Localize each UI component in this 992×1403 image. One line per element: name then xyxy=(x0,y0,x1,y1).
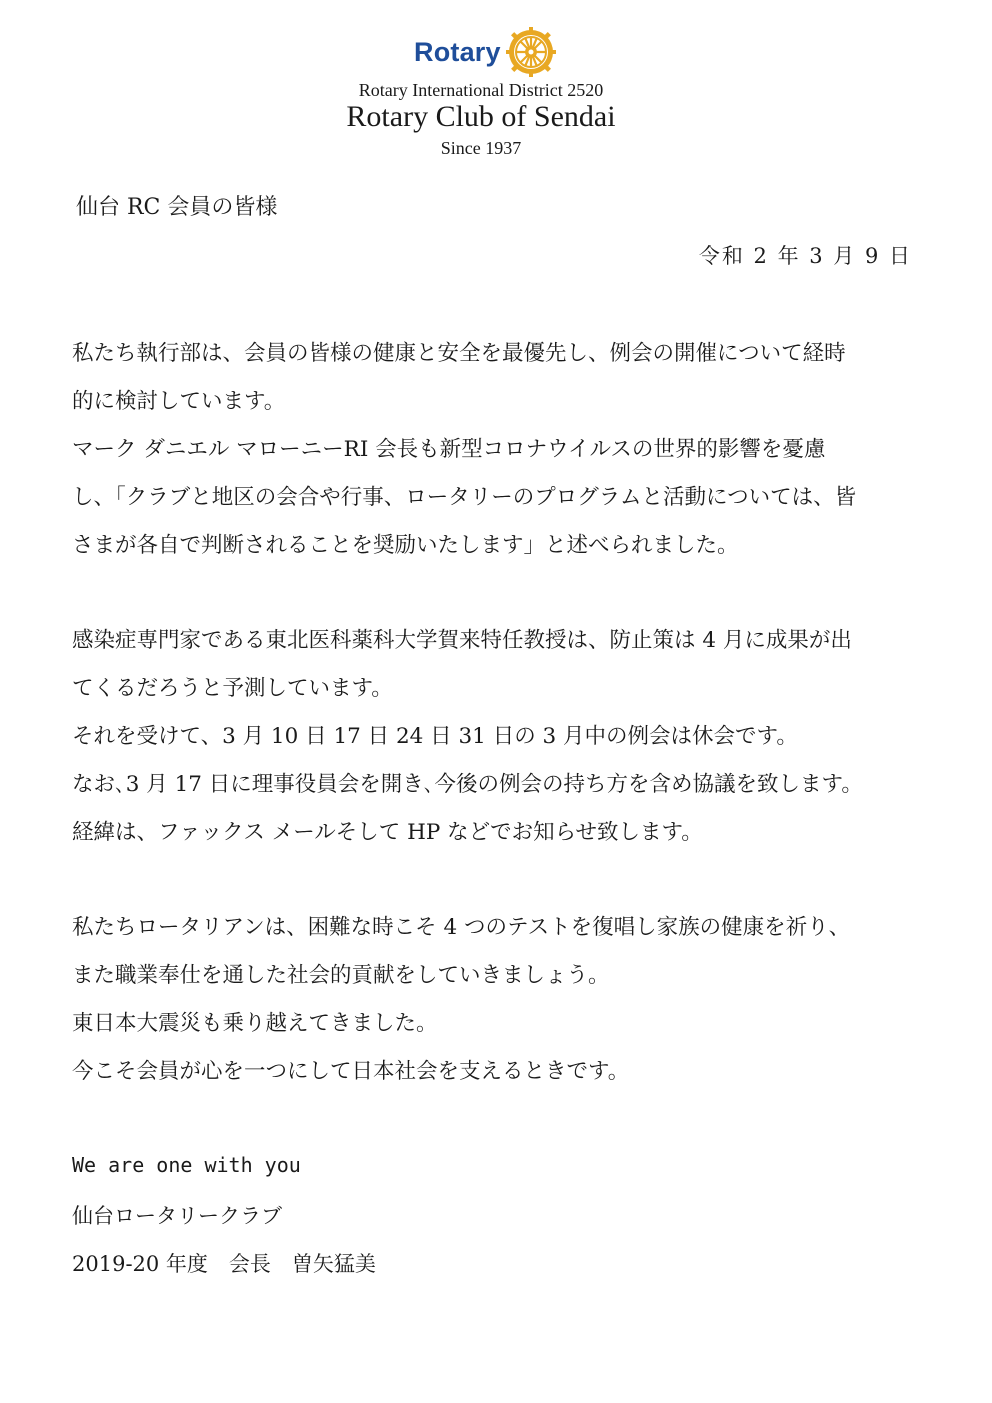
logo-text: Rotary xyxy=(414,36,501,67)
body-line: マーク ダニエル マローニーRI 会長も新型コロナウイルスの世界的影響を憂慮 xyxy=(72,437,826,462)
body-line: なお､3 月 17 日に理事役員会を開き､今後の例会の持ち方を含め協議を致します。 xyxy=(72,772,863,797)
body-line: 私たち執行部は、会員の皆様の健康と安全を最優先し、例会の開催について経時 xyxy=(72,341,846,366)
body-line: また職業奉仕を通した社会的貢献をしていきましょう。 xyxy=(72,963,610,988)
since-line: Since 1937 xyxy=(440,138,522,158)
letter-date: 令和 2 年 3 月 9 日 xyxy=(698,244,912,268)
club-name: Rotary Club of Sendai xyxy=(346,100,616,133)
body-line: 今こそ会員が心を一つにして日本社会を支えるときです。 xyxy=(72,1059,630,1084)
body-line: さまが各自で判断されることを奨励いたします」と述べられました。 xyxy=(72,533,739,558)
body-line: 的に検討しています。 xyxy=(72,389,286,414)
rotary-logo xyxy=(414,24,557,80)
body-line: 東日本大震災も乗り越えてきました。 xyxy=(72,1011,438,1036)
salutation: 仙台 RC 会員の皆様 xyxy=(76,195,278,220)
body-line: てくるだろうと予測しています。 xyxy=(72,676,393,701)
body-line: 私たちロータリアンは、困難な時こそ 4 つのテストを復唱し家族の健康を祈り、 xyxy=(72,915,851,940)
motto: We are one with you xyxy=(72,1153,301,1177)
body-line: それを受けて、3 月 10 日 17 日 24 日 31 日の 3 月中の例会は休会です。 xyxy=(72,724,798,749)
rotary-wheel-icon xyxy=(505,26,557,78)
body-line: 感染症専門家である東北医科薬科大学賀来特任教授は、防止策は 4 月に成果が出 xyxy=(72,628,852,653)
signatory: 2019-20 年度 会長 曽矢猛美 xyxy=(72,1252,376,1276)
body-line: し、「クラブと地区の会合や行事、ロータリーのプログラムと活動については、皆 xyxy=(72,485,857,510)
district-line: Rotary International District 2520 xyxy=(358,80,604,100)
club-signature: 仙台ロータリークラブ xyxy=(72,1204,282,1228)
body-line: 経緯は、ファックス メールそして HP などでお知らせ致します。 xyxy=(72,820,703,845)
